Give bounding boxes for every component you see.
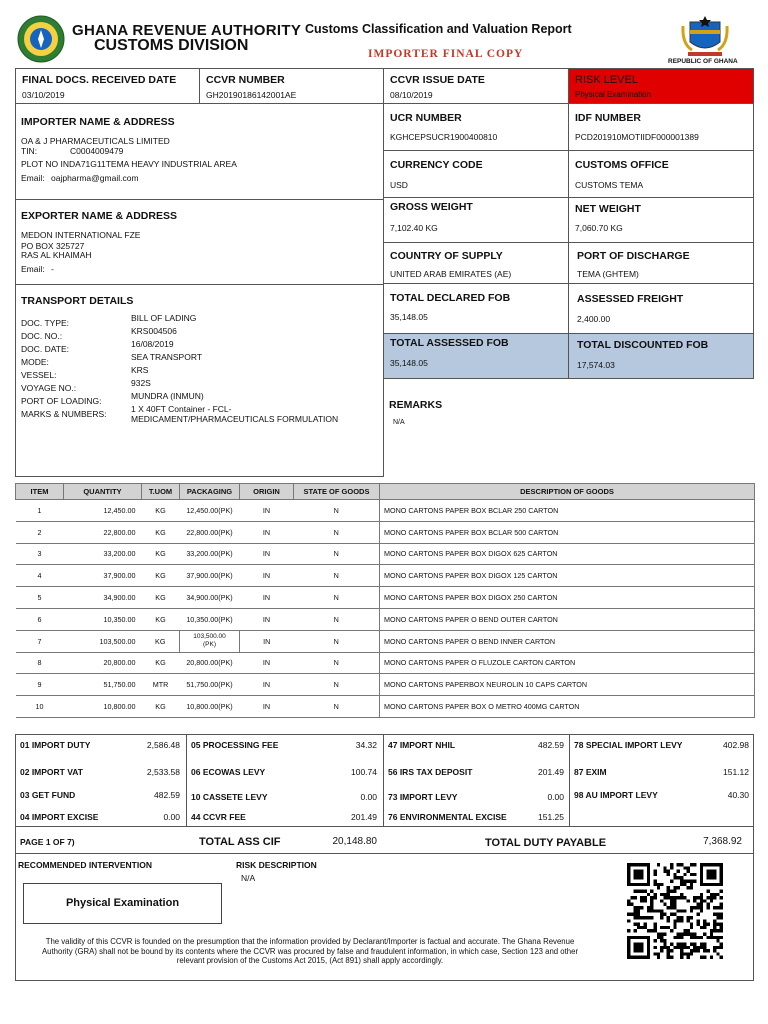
item-uom: KG: [142, 500, 180, 522]
assessed-fob-cell: [383, 333, 569, 379]
transport-value: SEA TRANSPORT: [131, 352, 203, 362]
item-state: N: [294, 521, 380, 543]
currency-value: USD: [390, 180, 408, 190]
importer-label: IMPORTER NAME & ADDRESS: [21, 116, 175, 128]
risk-level-label: RISK LEVEL: [575, 74, 638, 86]
transport-row: [21, 313, 381, 326]
assessed-fob-label: TOTAL ASSESSED FOB: [390, 337, 509, 349]
transport-label: TRANSPORT DETAILS: [21, 295, 134, 307]
exporter-email-label: Email:: [21, 264, 45, 274]
gra-logo: [16, 14, 66, 64]
item-qty: 20,800.00: [64, 652, 142, 674]
risk-level-cell: [568, 68, 754, 104]
net-weight-label: NET WEIGHT: [575, 203, 641, 215]
final-docs-label: FINAL DOCS. RECEIVED DATE: [22, 74, 177, 86]
table-row: [16, 630, 755, 652]
table-row: [16, 543, 755, 565]
item-state: N: [294, 674, 380, 696]
transport-marks-line2: [21, 414, 381, 426]
item-qty: 37,900.00: [64, 565, 142, 587]
item-origin: IN: [240, 652, 294, 674]
risk-description-value: N/A: [241, 873, 256, 883]
qr-code: [627, 863, 723, 959]
item-desc: MONO CARTONS PAPERBOX NEUROLIN 10 CAPS CARTON: [380, 674, 755, 696]
office-label: CUSTOMS OFFICE: [575, 159, 669, 171]
item-no: 6: [16, 608, 64, 630]
col-item: ITEM: [16, 484, 64, 500]
item-state: N: [294, 587, 380, 609]
total-duty-value: 7,368.92: [703, 836, 742, 847]
item-no: 5: [16, 587, 64, 609]
report-title: Customs Classification and Valuation Report: [305, 22, 572, 36]
item-uom: KG: [142, 608, 180, 630]
transport-value: MUNDRA (INMUN): [131, 391, 204, 401]
item-qty: 10,800.00: [64, 696, 142, 718]
item-qty: 10,350.00: [64, 608, 142, 630]
idf-value: PCD201910MOTIIDF000001389: [575, 132, 699, 142]
ucr-label: UCR NUMBER: [390, 112, 462, 124]
item-uom: KG: [142, 630, 180, 652]
col-description: DESCRIPTION OF GOODS: [380, 484, 755, 500]
discharge-value: TEMA (GHTEM): [577, 269, 639, 279]
fee-label: 73 IMPORT LEVY: [388, 792, 458, 802]
item-state: N: [294, 652, 380, 674]
item-state: N: [294, 608, 380, 630]
item-pkg: 51,750.00(PK): [180, 674, 240, 696]
transport-value: 16/08/2019: [131, 339, 174, 349]
item-origin: IN: [240, 543, 294, 565]
item-state: N: [294, 696, 380, 718]
ccvr-issue-cell: [383, 68, 569, 104]
discounted-fob-cell: [568, 333, 754, 379]
item-desc: MONO CARTONS PAPER BOX DIGOX 125 CARTON: [380, 565, 755, 587]
ucr-value: KGHCEPSUCR1900400810: [390, 132, 498, 142]
item-no: 1: [16, 500, 64, 522]
table-row: [16, 565, 755, 587]
item-desc: MONO CARTONS PAPER O BEND INNER CARTON: [380, 630, 755, 652]
item-no: 8: [16, 652, 64, 674]
item-origin: IN: [240, 630, 294, 652]
freight-label: ASSESSED FREIGHT: [577, 293, 684, 305]
item-desc: MONO CARTONS PAPER BOX BCLAR 250 CARTON: [380, 500, 755, 522]
exporter-address-1: PO BOX 325727: [21, 241, 85, 251]
item-uom: KG: [142, 565, 180, 587]
item-origin: IN: [240, 696, 294, 718]
transport-key: VESSEL:: [21, 370, 57, 380]
transport-key: DOC. DATE:: [21, 344, 70, 354]
fee-row: [15, 740, 754, 754]
item-desc: MONO CARTONS PAPER BOX DIGOX 250 CARTON: [380, 587, 755, 609]
item-qty: 12,450.00: [64, 500, 142, 522]
fee-label: 78 SPECIAL IMPORT LEVY: [574, 740, 683, 750]
discharge-label: PORT OF DISCHARGE: [577, 250, 690, 262]
item-origin: IN: [240, 674, 294, 696]
item-pkg: 103,500.00 (PK): [180, 630, 240, 652]
risk-description-label: RISK DESCRIPTION: [236, 860, 317, 870]
discounted-fob-label: TOTAL DISCOUNTED FOB: [577, 339, 709, 351]
copy-type: IMPORTER FINAL COPY: [368, 48, 524, 60]
fee-label: 04 IMPORT EXCISE: [20, 812, 99, 822]
fee-label: 56 IRS TAX DEPOSIT: [388, 767, 473, 777]
assessed-fob-value: 35,148.05: [390, 358, 428, 368]
item-origin: IN: [240, 608, 294, 630]
item-origin: IN: [240, 565, 294, 587]
intervention-label: RECOMMENDED INTERVENTION: [18, 860, 152, 870]
transport-value: 1 X 40FT Container - FCL-: [131, 404, 232, 414]
item-pkg: 34,900.00(PK): [180, 587, 240, 609]
ccvr-number-label: CCVR NUMBER: [206, 74, 285, 86]
office-value: CUSTOMS TEMA: [575, 180, 644, 190]
net-weight-cell: [568, 197, 754, 243]
item-uom: KG: [142, 521, 180, 543]
transport-key: MODE:: [21, 357, 49, 367]
transport-value: MEDICAMENT/PHARMACEUTICALS FORMULATION: [131, 414, 339, 424]
declared-fob-cell: [383, 283, 569, 334]
ccvr-number-cell: [199, 68, 384, 104]
transport-row: [21, 352, 381, 365]
divider: [15, 284, 384, 285]
fee-value: 0.00: [163, 812, 180, 822]
fee-value: 151.12: [723, 767, 749, 777]
final-docs-value: 03/10/2019: [22, 90, 65, 100]
fee-value: 201.49: [351, 812, 377, 822]
fee-value: 201.49: [538, 767, 564, 777]
fee-label: 44 CCVR FEE: [191, 812, 246, 822]
item-pkg: 10,350.00(PK): [180, 608, 240, 630]
fee-value: 100.74: [351, 767, 377, 777]
importer-tin-label: TIN:: [21, 146, 38, 156]
item-state: N: [294, 565, 380, 587]
fee-label: 98 AU IMPORT LEVY: [574, 790, 658, 800]
fee-label: 06 ECOWAS LEVY: [191, 767, 266, 777]
items-header-row: [16, 484, 755, 500]
item-uom: MTR: [142, 674, 180, 696]
importer-tin: C0004009479: [70, 146, 124, 156]
totals-bar: [15, 826, 754, 854]
declared-fob-value: 35,148.05: [390, 312, 428, 322]
fee-label: 47 IMPORT NHIL: [388, 740, 456, 750]
ccvr-number-value: GH20190186142001AE: [206, 90, 297, 100]
risk-level-value: Physical Examination: [575, 90, 652, 99]
freight-value: 2,400.00: [577, 314, 611, 324]
supply-label: COUNTRY OF SUPPLY: [390, 250, 503, 262]
ccvr-issue-label: CCVR ISSUE DATE: [390, 74, 485, 86]
fee-label: 01 IMPORT DUTY: [20, 740, 91, 750]
transport-value: BILL OF LADING: [131, 313, 197, 323]
item-no: 3: [16, 543, 64, 565]
item-desc: MONO CARTONS PAPER O FLUZOLE CARTON CARTON: [380, 652, 755, 674]
remarks-label: REMARKS: [389, 399, 443, 411]
page-indicator: PAGE 1 OF 7): [20, 837, 75, 847]
item-origin: IN: [240, 500, 294, 522]
item-desc: MONO CARTONS PAPER O BEND OUTER CARTON: [380, 608, 755, 630]
table-row: [16, 696, 755, 718]
fee-value: 482.59: [154, 790, 180, 800]
fee-value: 2,533.58: [146, 767, 180, 777]
idf-label: IDF NUMBER: [575, 112, 641, 124]
fee-value: 40.30: [727, 790, 749, 800]
exporter-address-2: RAS AL KHAIMAH: [21, 250, 92, 260]
republic-label: REPUBLIC OF GHANA: [668, 58, 738, 65]
item-origin: IN: [240, 521, 294, 543]
transport-key: DOC. TYPE:: [21, 318, 70, 328]
final-docs-cell: [15, 68, 200, 104]
item-uom: KG: [142, 587, 180, 609]
items-table: [15, 483, 755, 718]
transport-key: MARKS & NUMBERS:: [21, 409, 107, 419]
item-origin: IN: [240, 587, 294, 609]
freight-cell: [568, 283, 754, 334]
col-state: STATE OF GOODS: [294, 484, 380, 500]
fee-value: 2,586.48: [146, 740, 180, 750]
transport-key: VOYAGE NO.:: [21, 383, 77, 393]
division-name: CUSTOMS DIVISION: [94, 37, 249, 54]
transport-key: PORT OF LOADING:: [21, 396, 102, 406]
item-qty: 33,200.00: [64, 543, 142, 565]
currency-label: CURRENCY CODE: [390, 159, 483, 171]
item-pkg: 10,800.00(PK): [180, 696, 240, 718]
item-state: N: [294, 500, 380, 522]
item-desc: MONO CARTONS PAPER BOX O METRO 400MG CARTON: [380, 696, 755, 718]
ghana-coat-of-arms: [680, 14, 730, 58]
intervention-value: Physical Examination: [65, 897, 180, 909]
item-state: N: [294, 630, 380, 652]
fee-row: [15, 812, 754, 826]
fee-label: 03 GET FUND: [20, 790, 76, 800]
fee-value: 0.00: [547, 792, 564, 802]
supply-value: UNITED ARAB EMIRATES (AE): [390, 269, 512, 279]
remarks-value: N/A: [393, 419, 405, 426]
fee-label: 87 EXIM: [574, 767, 607, 777]
transport-value: KRS: [131, 365, 149, 375]
transport-row: [21, 391, 381, 404]
item-state: N: [294, 543, 380, 565]
supply-cell: [383, 242, 569, 284]
item-pkg: 37,900.00(PK): [180, 565, 240, 587]
item-no: 10: [16, 696, 64, 718]
col-uom: T.UOM: [142, 484, 180, 500]
col-quantity: QUANTITY: [64, 484, 142, 500]
transport-value: KRS004506: [131, 326, 177, 336]
item-pkg: 12,450.00(PK): [180, 500, 240, 522]
item-pkg: 22,800.00(PK): [180, 521, 240, 543]
gross-weight-cell: [383, 197, 569, 243]
fee-label: 10 CASSETE LEVY: [191, 792, 268, 802]
fee-label: 05 PROCESSING FEE: [191, 740, 279, 750]
item-qty: 51,750.00: [64, 674, 142, 696]
fee-label: 02 IMPORT VAT: [20, 767, 83, 777]
divider: [15, 199, 384, 200]
net-weight-value: 7,060.70 KG: [575, 223, 623, 233]
item-uom: KG: [142, 696, 180, 718]
total-ass-cif-value: 20,148.80: [332, 836, 377, 847]
gross-weight-label: GROSS WEIGHT: [390, 201, 473, 213]
col-packaging: PACKAGING: [180, 484, 240, 500]
discounted-fob-value: 17,574.03: [577, 360, 615, 370]
importer-address: PLOT NO INDA71G11TEMA HEAVY INDUSTRIAL AREA: [21, 159, 237, 169]
transport-row: [21, 326, 381, 339]
idf-cell: [568, 103, 754, 151]
gross-weight-value: 7,102.40 KG: [390, 223, 438, 233]
fee-value: 0.00: [360, 792, 377, 802]
item-no: 4: [16, 565, 64, 587]
fee-label: 76 ENVIRONMENTAL EXCISE: [388, 812, 507, 822]
discharge-cell: [568, 242, 754, 284]
transport-row: [21, 378, 381, 391]
transport-key: DOC. NO.:: [21, 331, 63, 341]
fee-value: 482.59: [538, 740, 564, 750]
total-duty-label: TOTAL DUTY PAYABLE: [485, 837, 607, 849]
item-no: 7: [16, 630, 64, 652]
ccvr-issue-value: 08/10/2019: [390, 90, 433, 100]
item-desc: MONO CARTONS PAPER BOX BCLAR 500 CARTON: [380, 521, 755, 543]
exporter-label: EXPORTER NAME & ADDRESS: [21, 210, 177, 222]
declared-fob-label: TOTAL DECLARED FOB: [390, 292, 511, 304]
importer-name: OA & J PHARMACEUTICALS LIMITED: [21, 136, 170, 146]
total-ass-cif-label: TOTAL ASS CIF: [199, 836, 281, 848]
ucr-cell: [383, 103, 569, 151]
item-desc: MONO CARTONS PAPER BOX DIGOX 625 CARTON: [380, 543, 755, 565]
table-row: [16, 674, 755, 696]
org-name: GHANA REVENUE AUTHORITY: [72, 22, 302, 39]
disclaimer-text: The validity of this CCVR is founded on the presumption that the information provided by Declarant/Importer is factual and accurate. The Ghana Revenue Authority (GRA) shall not be bound by its contents where the CCVR was procured by false and fraudulent information, in which case, Section 123 and other relevant provision of the Customs Act 2015, (Act 891) shall apply accordingly.: [41, 937, 579, 965]
transport-row: [21, 339, 381, 352]
col-origin: ORIGIN: [240, 484, 294, 500]
transport-row: [21, 365, 381, 378]
table-row: [16, 500, 755, 522]
importer-email-label: Email:: [21, 173, 45, 183]
table-row: [16, 587, 755, 609]
importer-email: oajpharma@gmail.com: [51, 173, 139, 183]
exporter-name: MEDON INTERNATIONAL FZE: [21, 230, 141, 240]
item-no: 2: [16, 521, 64, 543]
item-qty: 22,800.00: [64, 521, 142, 543]
table-row: [16, 521, 755, 543]
fee-value: 34.32: [355, 740, 377, 750]
transport-details: [21, 313, 381, 426]
item-no: 9: [16, 674, 64, 696]
item-pkg: 33,200.00(PK): [180, 543, 240, 565]
fee-value: 151.25: [538, 812, 564, 822]
transport-value: 932S: [131, 378, 151, 388]
item-qty: 34,900.00: [64, 587, 142, 609]
fee-row: [15, 767, 754, 781]
currency-cell: [383, 150, 569, 198]
table-row: [16, 608, 755, 630]
item-uom: KG: [142, 543, 180, 565]
fee-row: [15, 790, 754, 804]
office-cell: [568, 150, 754, 198]
fee-value: 402.98: [723, 740, 749, 750]
item-qty: 103,500.00: [64, 630, 142, 652]
item-pkg: 20,800.00(PK): [180, 652, 240, 674]
exporter-email: -: [51, 264, 54, 274]
item-uom: KG: [142, 652, 180, 674]
table-row: [16, 652, 755, 674]
